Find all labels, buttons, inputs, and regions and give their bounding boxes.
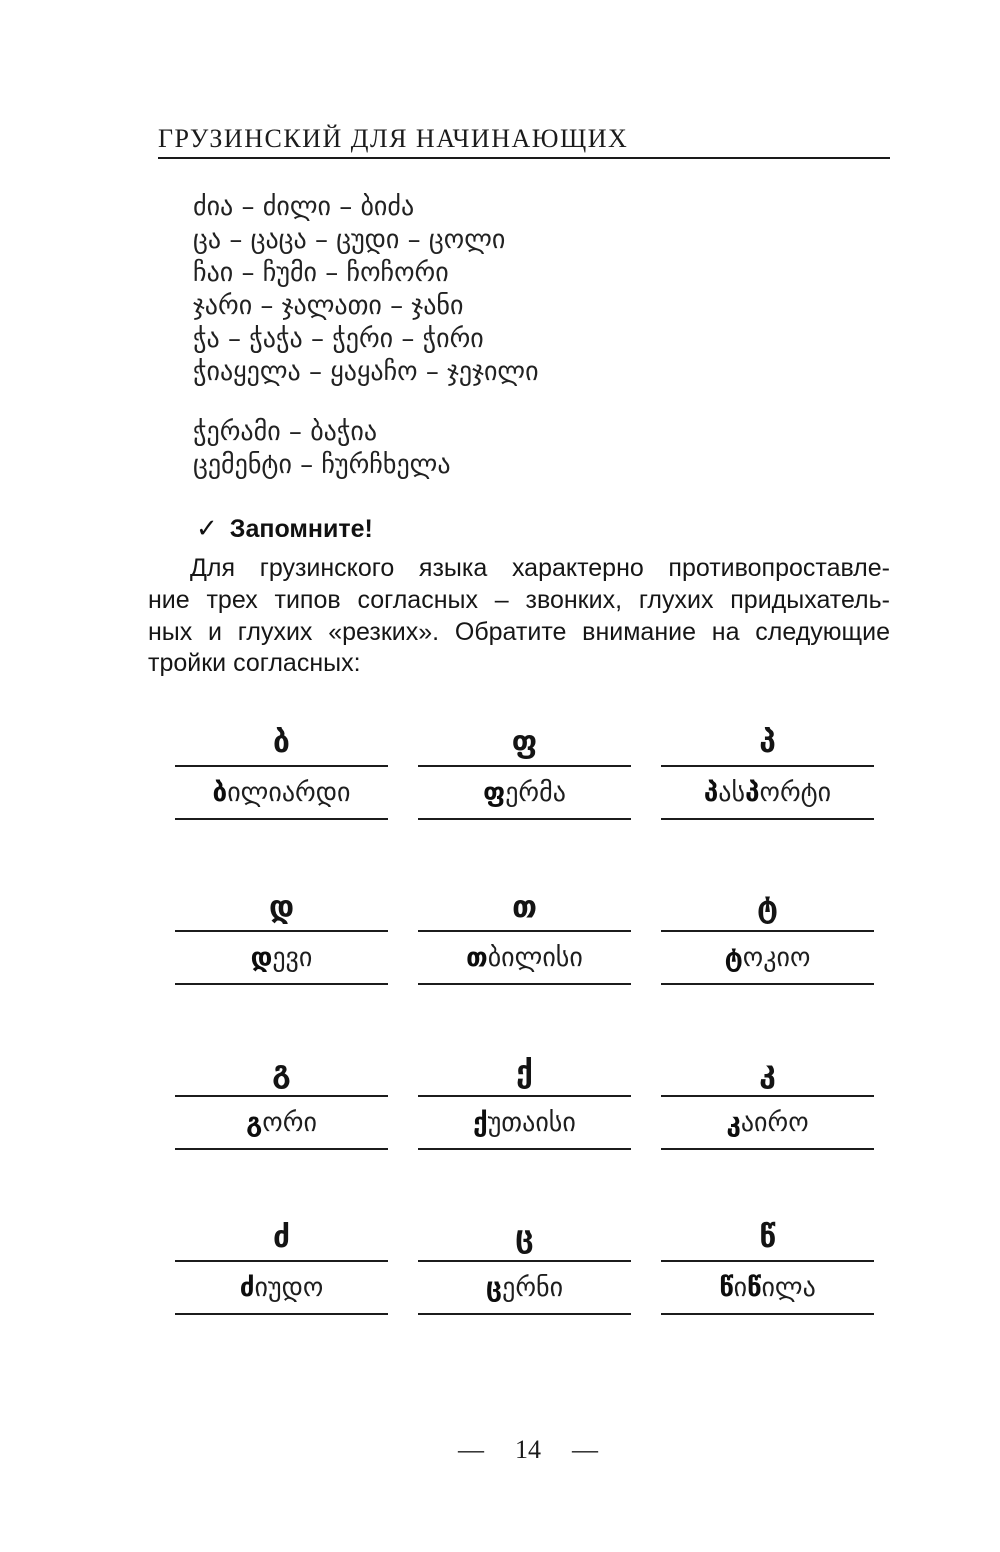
cell-divider — [661, 1313, 874, 1315]
example-word: ფ ე რ მ ა — [483, 777, 566, 808]
consonant-letter: გ — [272, 1055, 291, 1090]
cell-divider — [661, 983, 874, 985]
consonant-letter: წ — [759, 1220, 776, 1255]
footer-dash-right: — — [572, 1435, 598, 1464]
page-title: ГРУЗИНСКИЙ ДЛЯ НАЧИНАЮЩИХ — [158, 124, 629, 153]
consonant-letter: პ — [759, 725, 776, 760]
example-word: ქ უ თ ა ი ს ი — [473, 1107, 576, 1138]
consonant-cell — [661, 1050, 874, 1150]
paragraph-line: ных и глухих «резких». Обратите внимание на следующие — [148, 617, 890, 646]
consonant-cell — [418, 720, 631, 820]
footer-dash-left: — — [458, 1435, 484, 1464]
page-footer — [28, 1435, 1000, 1465]
georgian-word-line: ჩაი – ჩუმი – ჩოჩორი — [193, 258, 449, 288]
consonant-cell — [661, 720, 874, 820]
cell-divider — [175, 818, 388, 820]
consonant-letter: ძ — [272, 1220, 291, 1255]
georgian-pair-list — [193, 416, 451, 482]
consonant-letter: თ — [512, 890, 537, 925]
consonant-letter: ბ — [273, 725, 290, 760]
cell-divider — [175, 1148, 388, 1150]
example-word: გ ო რ ი — [246, 1107, 317, 1138]
remember-heading-label: Запомните! — [229, 515, 373, 543]
example-word: ბ ი ლ ი ა რ დ ი — [212, 777, 351, 808]
consonant-cell — [418, 885, 631, 985]
consonant-cell — [175, 720, 388, 820]
consonant-letter: ფ — [511, 725, 538, 760]
example-word: დ ე ვ ი — [250, 942, 313, 973]
paragraph-line: тройки согласных: — [148, 649, 361, 678]
cell-divider — [175, 1313, 388, 1315]
georgian-word-line: ცემენტი – ჩურჩხელა — [193, 450, 451, 480]
consonant-cell — [661, 885, 874, 985]
consonant-cell — [418, 1050, 631, 1150]
cell-divider — [418, 1148, 631, 1150]
georgian-word-line: ჭერამი – ბაჭია — [193, 417, 378, 447]
cell-divider — [418, 1313, 631, 1315]
cell-divider — [418, 818, 631, 820]
header-divider — [158, 157, 890, 159]
consonant-letter: ც — [515, 1220, 534, 1255]
paragraph-line: ние трех типов согласных – звонких, глухих придыхатель- — [148, 585, 890, 614]
cell-divider — [661, 1148, 874, 1150]
example-word: პ ა ს პ ო რ ტ ი — [703, 777, 832, 808]
consonant-cell — [175, 885, 388, 985]
georgian-word-line: ჯარი – ჯალათი – ჯანი — [193, 291, 464, 321]
remember-heading — [196, 512, 373, 545]
consonant-letter: ტ — [756, 890, 778, 925]
example-word: ტ ო კ ი ო — [724, 942, 811, 973]
example-word: წ ი წ ი ლ ა — [719, 1272, 816, 1303]
georgian-word-line: ცა – ცაცა – ცუდი – ცოლი — [193, 225, 506, 255]
consonant-cell — [175, 1215, 388, 1315]
consonant-table — [175, 720, 874, 1315]
paragraph-line: Для грузинского языка характерно противопроставле- — [190, 554, 890, 582]
explanation-paragraph — [148, 553, 890, 680]
example-word: კ ა ი რ ო — [726, 1107, 809, 1138]
cell-divider — [175, 983, 388, 985]
example-word: თ ბ ი ლ ი ს ი — [466, 942, 583, 973]
georgian-word-line: ჭიაყელა – ყაყაჩო – ჯეჯილი — [193, 357, 539, 387]
consonant-letter: კ — [759, 1055, 776, 1090]
example-word: ც ე რ ნ ი — [485, 1272, 564, 1303]
page-number: 14 — [515, 1435, 541, 1464]
georgian-word-line: ძია – ძილი – ბიძა — [193, 192, 415, 222]
checkmark-icon: ✓ — [196, 513, 218, 543]
consonant-cell — [661, 1215, 874, 1315]
cell-divider — [661, 818, 874, 820]
consonant-cell — [175, 1050, 388, 1150]
consonant-cell — [418, 1215, 631, 1315]
example-word: ძ ი უ დ ო — [239, 1272, 324, 1303]
cell-divider — [418, 983, 631, 985]
consonant-letter: ქ — [516, 1055, 533, 1090]
georgian-word-list — [193, 191, 539, 389]
georgian-word-line: ჭა – ჭაჭა – ჭერი – ჭირი — [193, 324, 484, 354]
consonant-letter: დ — [268, 890, 295, 925]
